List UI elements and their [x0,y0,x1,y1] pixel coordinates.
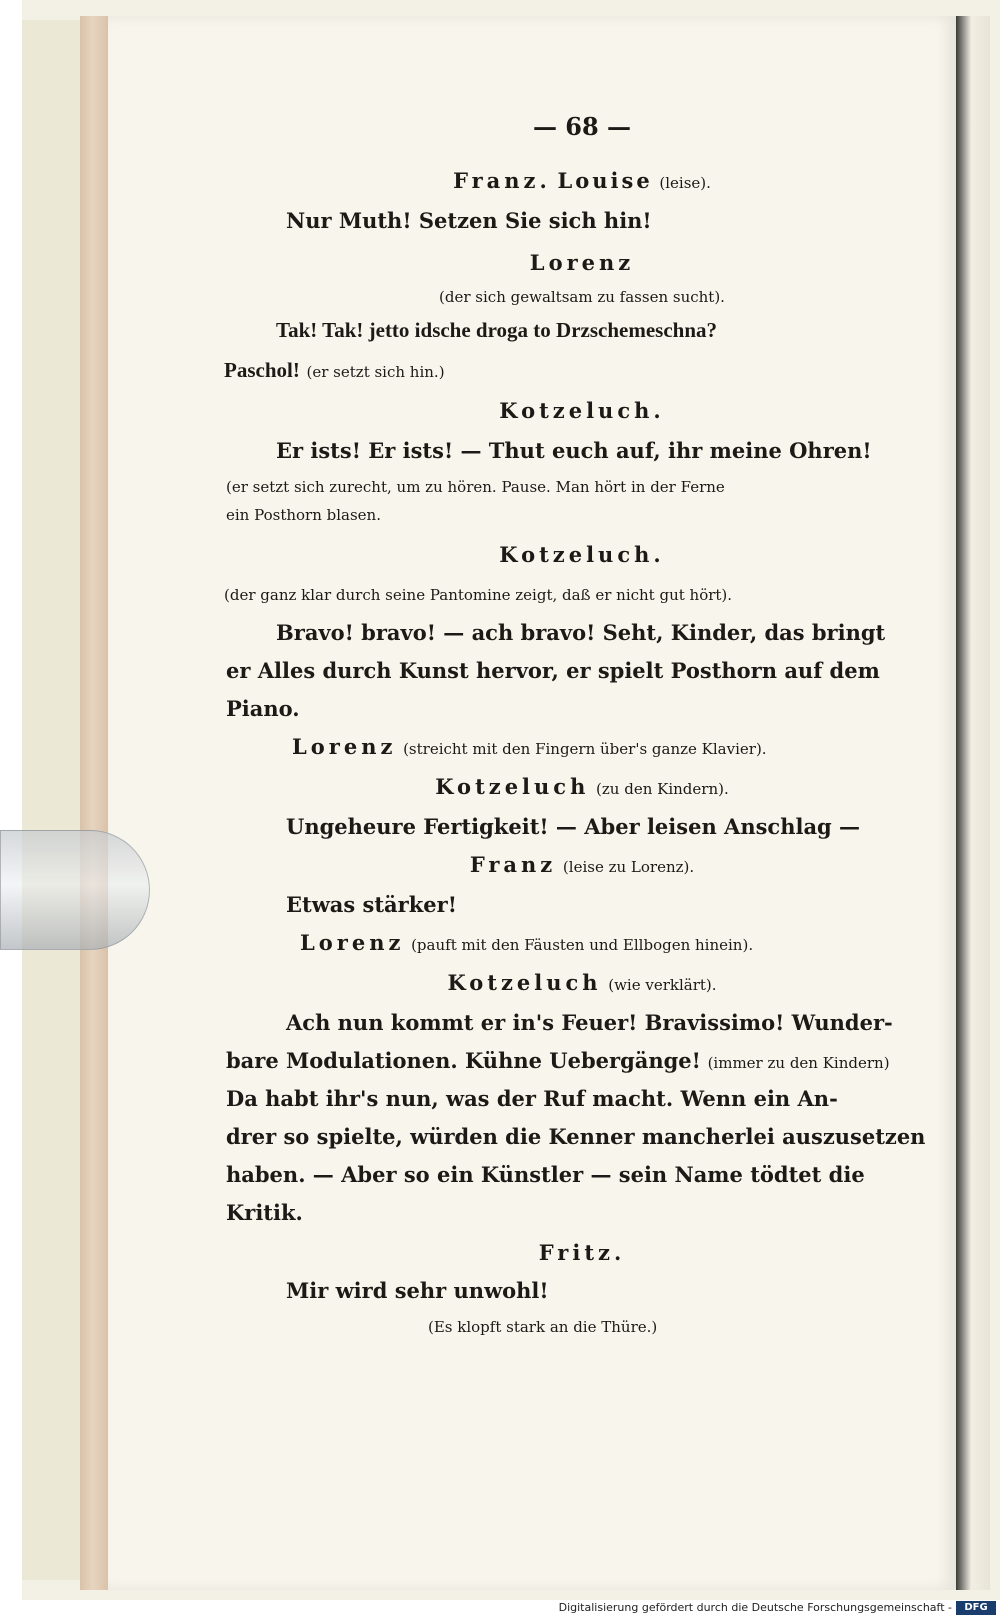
line-12: (der ganz klar durch seine Pantomine zeigt, daß er nicht gut hört). [224,586,733,604]
line-21 [300,930,753,955]
line-13: Bravo! bravo! — ach bravo! Seht, Kinder, das bringt [276,620,886,645]
line-2: Nur Muth! Setzen Sie sich hin! [286,208,652,233]
line-text: bare Modulationen. Kühne Uebergänge! [226,1048,701,1073]
line-19 [232,852,932,877]
line-text: Louise [557,168,653,193]
line-17 [232,774,932,799]
line-25: Da habt ihr's nun, was der Ruf macht. Wenn ein An- [226,1086,838,1111]
speaker: Lorenz [300,930,405,955]
line-26: drer so spielte, würden die Kenner mancherlei auszusetzen [226,1124,926,1149]
page-number: — 68 — [532,112,632,141]
footer-credit: Digitalisierung gefördert durch die Deutsche Forschungsgemeinschaft - [558,1601,952,1614]
line-9: (er setzt sich zurecht, um zu hören. Pause. Man hört in der Ferne [226,478,725,496]
stage-direction: (streicht mit den Fingern über's ganze Klavier). [403,740,767,758]
speaker: Kotzeluch [447,970,602,995]
line-30: Mir wird sehr unwohl! [286,1278,549,1303]
line-4: (der sich gewaltsam zu fassen sucht). [439,288,725,306]
previous-page-edge [22,20,83,1580]
stage-direction: (leise). [659,174,711,192]
line-27: haben. — Aber so ein Künstler — sein Name tödtet die [226,1162,865,1187]
line-18: Ungeheure Fertigkeit! — Aber leisen Anschlag — [286,814,861,839]
line-22 [232,970,932,995]
stage-direction: (immer zu den Kindern) [707,1054,890,1072]
dfg-logo: DFG [956,1601,996,1615]
stage-direction: (wie verklärt). [608,976,717,994]
line-7: Kotzeluch. [499,398,665,423]
speaker: Franz. [453,168,551,193]
line-16 [292,734,767,759]
stage-direction: (er setzt sich hin.) [306,363,445,381]
line-text: Paschol! [224,358,300,382]
scan-margin [0,0,22,1618]
speaker: Lorenz [292,734,397,759]
stage-direction: (leise zu Lorenz). [562,858,695,876]
page-clip [0,830,150,950]
line-14: er Alles durch Kunst hervor, er spielt Posthorn auf dem [226,658,880,683]
line-31: (Es klopft stark an die Thüre.) [428,1318,658,1336]
line-5: Tak! Tak! jetto idsche droga to Drzschemeschna? [276,318,718,342]
line-6 [224,358,445,383]
line-20: Etwas stärker! [286,892,457,917]
line-11: Kotzeluch. [499,542,665,567]
line-23: Ach nun kommt er in's Feuer! Bravissimo! Wunder- [286,1010,893,1035]
speaker: Franz [469,852,557,877]
line-28: Kritik. [226,1200,303,1225]
next-page-edge [956,16,990,1590]
stage-direction: (pauft mit den Fäusten und Ellbogen hinein). [411,936,754,954]
line-8: Er ists! Er ists! — Thut euch auf, ihr meine Ohren! [276,438,872,463]
speaker: Kotzeluch [435,774,590,799]
line-15: Piano. [226,696,300,721]
line-10: ein Posthorn blasen. [226,506,381,524]
line-24 [226,1048,890,1073]
line-1 [232,168,932,193]
stage-direction: (zu den Kindern). [596,780,729,798]
line-29: Fritz. [538,1240,626,1265]
line-3: Lorenz [529,250,635,275]
